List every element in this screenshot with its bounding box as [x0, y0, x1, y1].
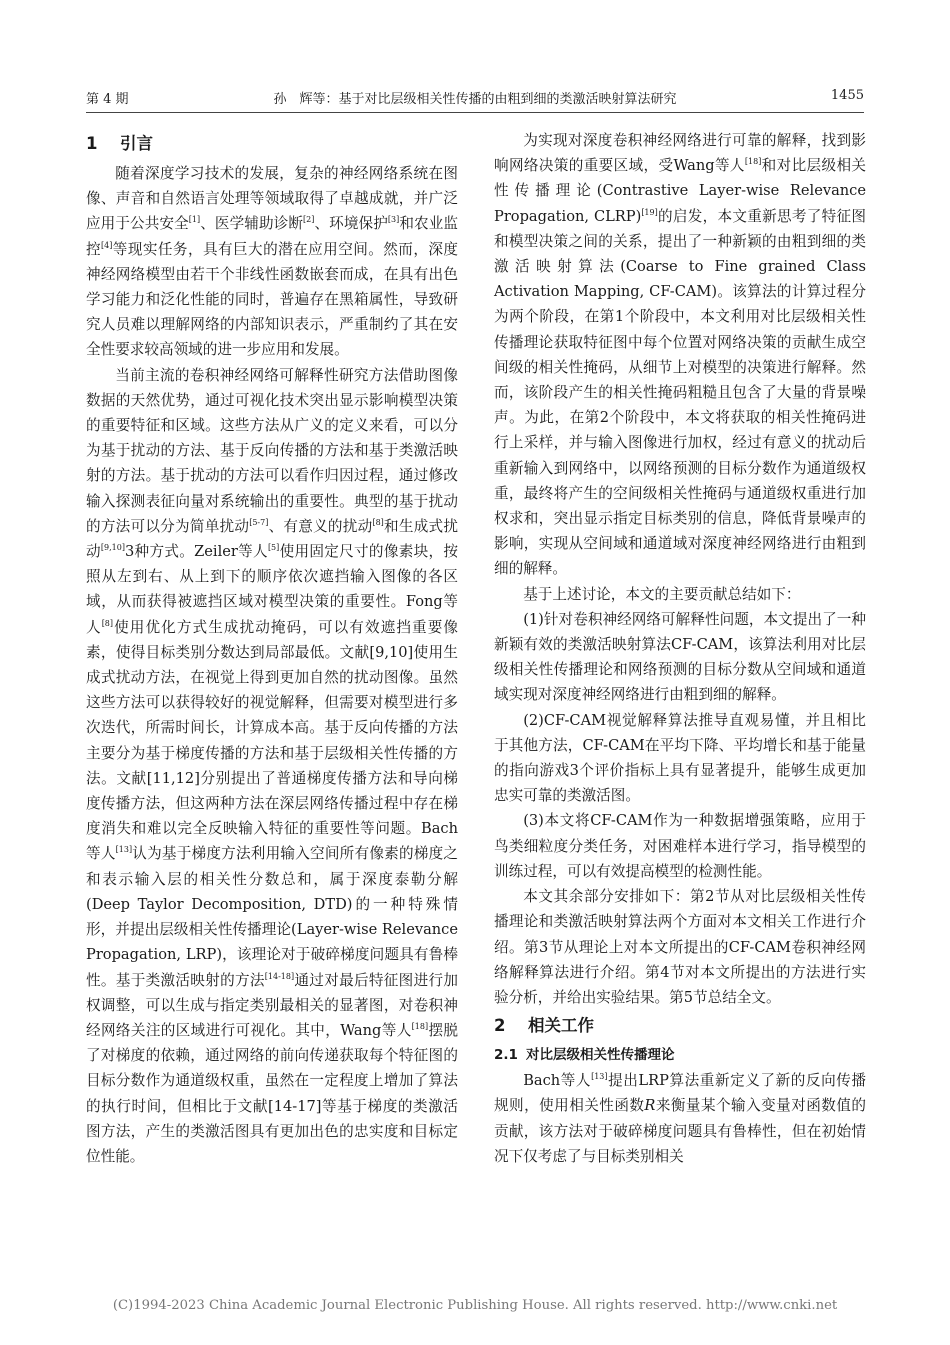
header-rule — [86, 112, 864, 113]
intro-paragraph-1: 随着深度学习技术的发展，复杂的神经网络系统在图像、声音和自然语言处理等领域取得了卓越成就，并广泛应用于公共安全[1]、医学辅助诊断[2]、环境保护[3]和农业监控[4]等现实任务，具有巨大的潜在应用空间。然而，深度神经网络模型由若干个非线性函数嵌套而成，在具有出色学习能力和泛化性能的同时，普遍存在黑箱属性，导致研究人员难以理解网络的内部知识表示，严重制约了其在安全性要求较高领域的进一步应用和发展。 — [86, 165, 458, 359]
section-1-heading: 1 引言 — [86, 134, 153, 153]
right-column — [494, 128, 866, 1169]
intro-paragraph-2: 当前主流的卷积神经网络可解释性研究方法借助图像数据的天然优势，通过可视化技术突出显示影响模型决策的重要特征和区域。这些方法从广义的定义来看，可以分为基于扰动的方法、基于反向传播的方法和基于类激活映射的方法。基于扰动的方法可以看作归因过程，通过修改输入探测表征向量对系统输出的重要性。典型的基于扰动的方法可以分为简单扰动[5-7]、有意义的扰动[8]和生成式扰动[9,10]3种方式。Zeiler等人[5]使用固定尺寸的像素块，按照从左到右、从上到下的顺序依次遮挡输入图像的各区域，从而获得被遮挡区域对模型决策的重要性。Fong等人[8]使用优化方式生成扰动掩码，可以有效遮挡重要像素，使得目标类别分数达到局部最低。文献[9,10]使用生成式扰动方法，在视觉上得到更加自然的扰动图像。虽然这些方法可以获得较好的视觉解释，但需要对模型进行多次迭代，所需时间长，计算成本高。基于反向传播的方法主要分为基于梯度传播的方法和基于层级相关性传播的方法。文献[11,12]分别提出了普通梯度传播方法和导向梯度传播方法，但这两种方法在深层网络传播过程中存在梯度消失和难以完全反映输入特征的重要性等问题。Bach等人[13]认为基于梯度方法利用输入空间所有像素的梯度之和表示输入层的相关性分数总和，属于深度泰勒分解(Deep Taylor Decomposition, DTD)的一种特殊情形，并提出层级相关性传播理论(Layer-wise Relevance Propagation, LRP)，该理论对于破碎梯度问题具有鲁棒性。基于类激活映射的方法[14-18]通过对最后特征图进行加权调整，可以生成与指定类别最相关的显著图，对卷积神经网络关注的区域进行可视化。其中，Wang等人[18]摆脱了对梯度的依赖，通过网络的前向传递获取每个特征图的目标分数作为通道级权重，虽然在一定程度上增加了算法的执行时间，但相比于文献[14-17]等基于梯度的类激活图方法，产生的类激活图具有更加出色的忠实度和目标定位性能。 — [86, 366, 458, 1165]
lrp-paragraph: Bach等人[13]提出LRP算法重新定义了新的反向传播规则，使用相关性函数R来衡量某个输入变量对函数值的贡献，该方法对于破碎梯度问题具有鲁棒性，但在初始情况下仅考虑了与目标类别相关 — [494, 1072, 866, 1165]
running-title: 孙 辉等：基于对比层级相关性传播的由粗到细的类激活映射算法研究 — [273, 92, 677, 107]
contributions-intro: 基于上述讨论，本文的主要贡献总结如下： — [523, 585, 801, 603]
intro-paragraph-3: 为实现对深度卷积神经网络进行可靠的解释，找到影响网络决策的重要区域，受Wang等人[18]和对比层级相关性传播理论(Contrastive Layer-wise Relevance Propagation, CLRP)[19]的启发，本文重新思考了特征图和模型决策之间的关系，提出了一种新颖的由粗到细的类激活映射算法(Coarse to Fine grained Class Activation Mapping, CF-CAM)。该算法的计算过程分为两个阶段，在第1个阶段中，本文利用对比层级相关性传播理论获取特征图中每个位置对网络决策的贡献生成空间级的相关性掩码，从细节上对模型的决策进行解释。然而，该阶段产生的相关性掩码粗糙且包含了大量的背景噪声。为此，在第2个阶段中，本文将获取的相关性掩码进行上采样，并与输入图像进行加权，经过有意义的扰动后重新输入到网络中，以网络预测的目标分数作为通道级权重，最终将产生的空间级相关性掩码与通道级权重进行加权求和，突出显示指定目标类别的信息，降低背景噪声的影响，实现从空间域和通道域对深度神经网络进行由粗到细的解释。 — [494, 132, 866, 578]
section-2-heading: 2 相关工作 — [494, 1016, 594, 1036]
issue-number: 第 4 期 — [86, 92, 129, 107]
page-number: 1455 — [830, 88, 864, 103]
copyright-footer: (C)1994-2023 China Academic Journal Electronic Publishing House. All rights reserved. http://www.cnki.net — [112, 1298, 838, 1313]
left-column — [86, 128, 458, 1169]
contribution-3: (3)本文将CF-CAM作为一种数据增强策略，应用于鸟类细粒度分类任务，对困难样本进行学习，指导模型的训练过程，可以有效提高模型的检测性能。 — [494, 812, 866, 880]
paper-organization: 本文其余部分安排如下：第2节从对比层级相关性传播理论和类激活映射算法两个方面对本文相关工作进行介绍。第3节从理论上对本文所提出的CF-CAM卷积神经网络解释算法进行介绍。第4节对本文所提出的方法进行实验分析，并给出实验结果。第5节总结全文。 — [494, 888, 866, 1006]
contribution-1: (1)针对卷积神经网络可解释性问题，本文提出了一种新颖有效的类激活映射算法CF-CAM，该算法利用对比层级相关性传播理论和网络预测的目标分数从空间域和通道域实现对深度神经网络进行由粗到细的解释。 — [494, 610, 866, 704]
contribution-2: (2)CF-CAM视觉解释算法推导直观易懂，并且相比于其他方法，CF-CAM在平均下降、平均增长和基于能量的指向游戏3个评价指标上具有显著提升，能够生成更加忠实可靠的类激活图。 — [494, 711, 866, 805]
section-2-1-heading: 2.1 对比层级相关性传播理论 — [494, 1047, 675, 1064]
